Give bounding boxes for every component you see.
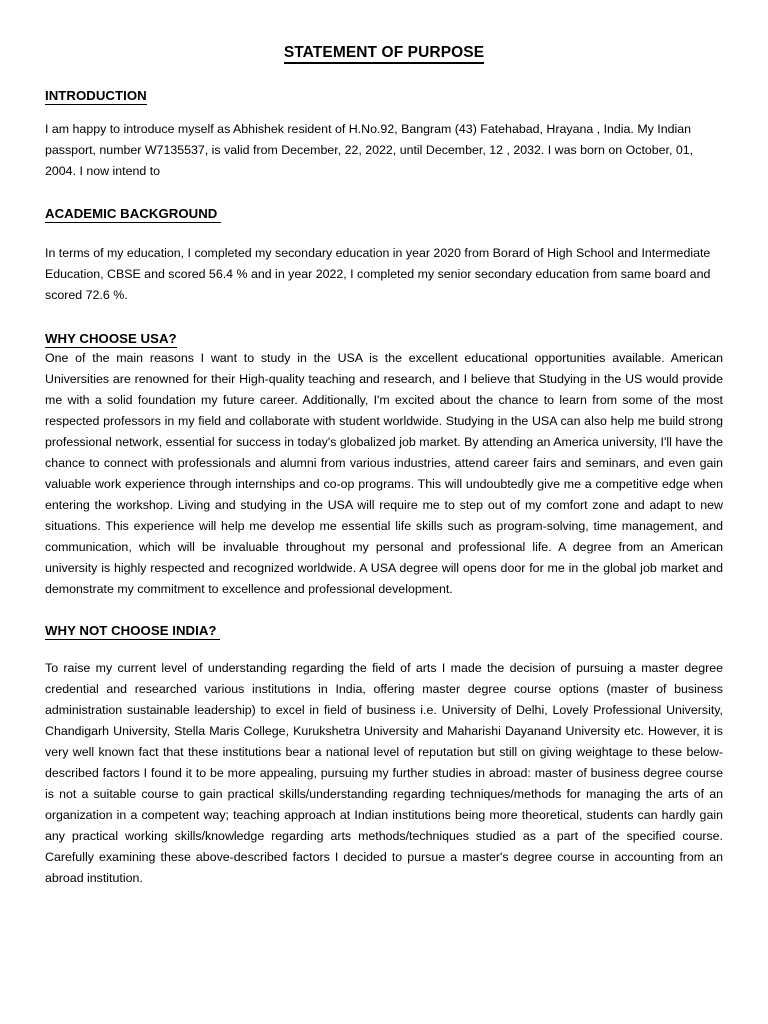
spacer: [45, 103, 723, 119]
paragraph-introduction: I am happy to introduce myself as Abhishek resident of H.No.92, Bangram (43) Fatehabad, Hrayana , India. My Indian passport, number W7135537, is valid from December, 22, 2022, until December, 12 , 2032. I was born on October, 01, 2004. I now intend to: [45, 122, 694, 178]
spacer: [45, 62, 723, 88]
paragraph-academic-background: In terms of my education, I completed my secondary education in year 2020 from Borard of High School and Intermediate Education, CBSE and scored 56.4 % and in year 2022, I completed my senior secondary education from same board and scored 72.6 %.: [45, 246, 711, 302]
section-heading-why-choose-usa: [45, 331, 723, 346]
section-heading-introduction: [45, 88, 723, 103]
page-title: [45, 0, 723, 62]
paragraph-why-choose-usa: One of the main reasons I want to study in the USA is the excellent educational opportunities available. American Universities are renowned for their High-quality teaching and research, and I believe that Studying in the US would provide me with a solid foundation my future career. Additionally, I'm excited about the chance to learn from some of the most respected professors in my field and collaborate with student worldwide. Studying in the USA can also help me build strong professional network, essential for success in today's globalized job market. By attending an America university, I'll have the chance to connect with professionals and alumni from various industries, attend career fairs and seminars, and even gain valuable work experience through internships and co-op programs. This will undoubtedly give me a competitive edge when entering the workshop. Living and studying in the USA will require me to step out of my comfort zone and adapt to new situations. This experience will help me develop me essential life skills such as program-solving, time management, and communication, which will be invaluable throughout my personal and professional life. A degree from an American university is highly respected and recognized worldwide. A USA degree will opens door for me in the global job market and demonstrate my commitment to excellence and professional development.: [45, 351, 723, 596]
section-heading-why-not-choose-india-text: WHY NOT CHOOSE INDIA?: [45, 623, 221, 638]
spacer: [45, 306, 723, 331]
spacer: [45, 600, 723, 623]
spacer: [45, 221, 723, 243]
section-heading-introduction-text: INTRODUCTION: [45, 88, 147, 103]
section-heading-academic-background-text: ACADEMIC BACKGROUND: [45, 206, 222, 221]
document-content: [45, 0, 723, 889]
spacer: [45, 638, 723, 658]
section-heading-why-choose-usa-text: WHY CHOOSE USA?: [45, 331, 177, 346]
spacer: [45, 182, 723, 206]
paragraph-why-not-choose-india: To raise my current level of understanding regarding the field of arts I made the decision of pursuing a master degree credential and researched various institutions in India, offering master degree course options (master of business administration sustainable leadership) to excel in field of business i.e. University of Delhi, Lovely Professional University, Chandigarh University, Stella Maris College, Kurukshetra University and Maharishi Dayanand University etc. However, it is very well known fact that these institutions bear a national level of reputation but still on giving weightage to these below-described factors I found it to be more appealing, pursuing my further studies in abroad: master of business degree course is not a suitable course to gain practical skills/understanding regarding techniques/methods for managing the arts of an organization in a competent way; teaching approach at Indian institutions being more theoretical, students can hardly gain any practical working skills/knowledge regarding arts methods/techniques studied as a part of the specified course. Carefully examining these above-described factors I decided to pursue a master's degree course in accounting from an abroad institution.: [45, 661, 723, 885]
section-heading-academic-background: [45, 206, 723, 221]
page-title-text: STATEMENT OF PURPOSE: [284, 44, 484, 64]
section-heading-why-not-choose-india: [45, 623, 723, 638]
